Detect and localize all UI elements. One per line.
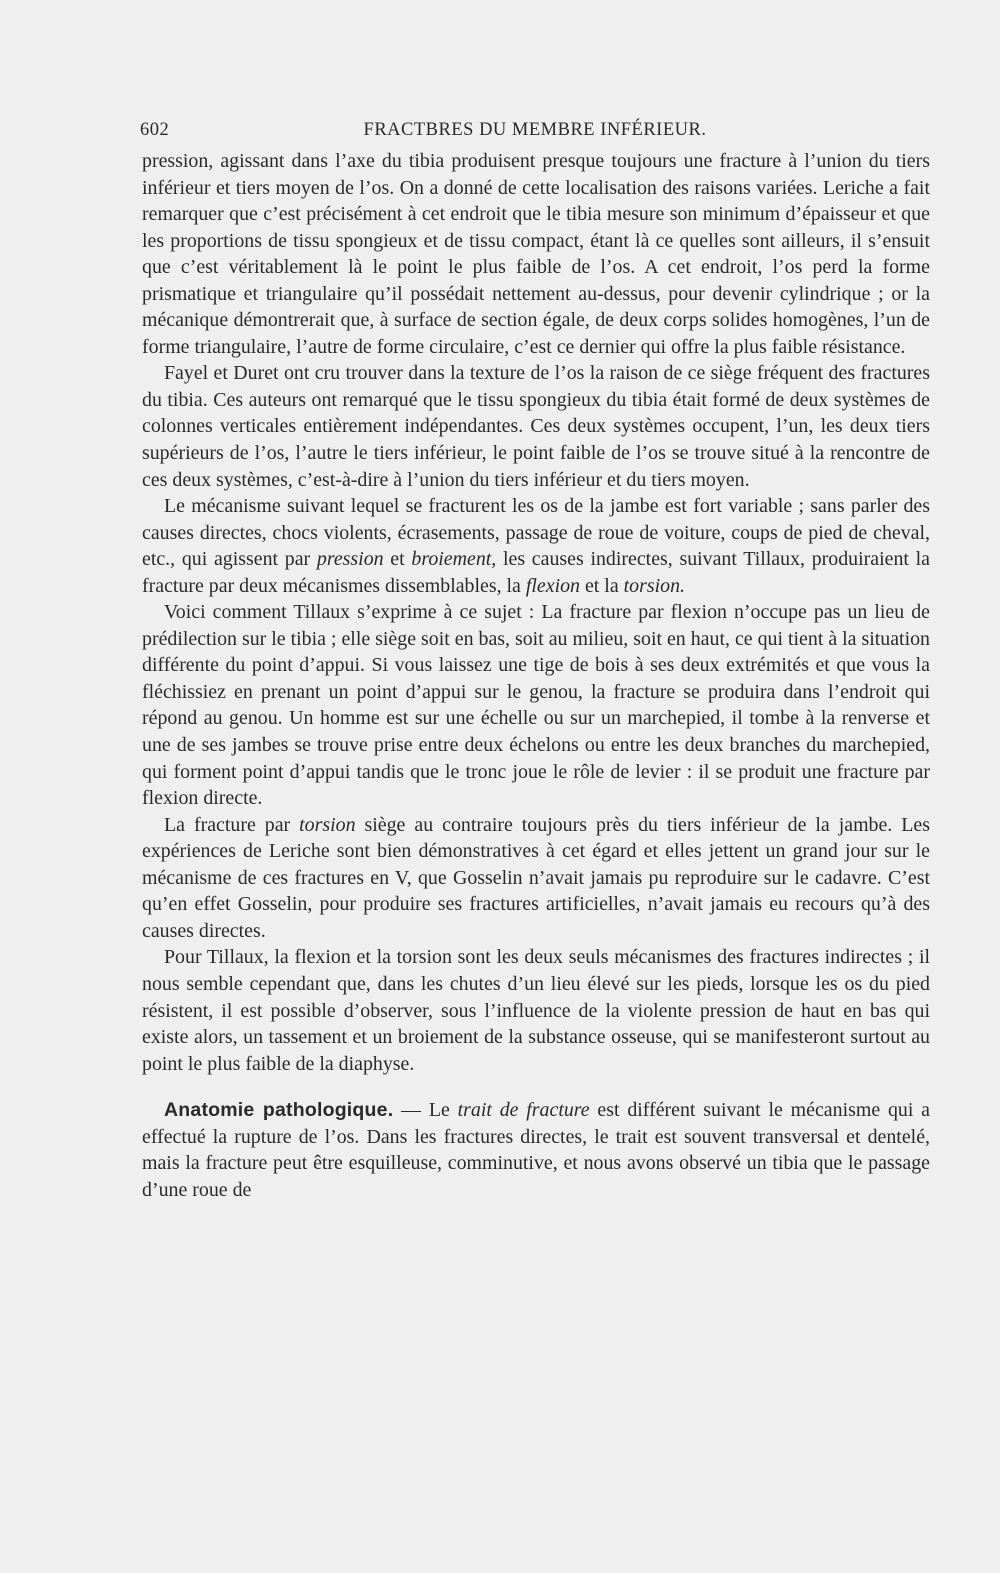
section-title: Anatomie pathologique. — [164, 1099, 394, 1122]
text-run: Le mécanisme suivant lequel se fracturent les os de la jambe est fort variable ; sans parler des causes directes, chocs violents, écrasements, passage de roue de voiture, coups de pied de cheval, etc., qui agissent par — [142, 495, 930, 571]
paragraph: Pour Tillaux, la flexion et la torsion sont les deux seuls mécanismes des fractures indirectes ; il nous semble cependant que, dans les chutes d’un lieu élevé sur les pieds, lorsque les os du pied résistent, il est possible d’observer, sous l’influence de la violente pression de haut en bas qui existe alors, un tassement et un broiement de la substance osseuse, qui se manifesteront surtout au point le plus faible de la diaphyse. — [142, 946, 930, 1075]
paragraph: Voici comment Tillaux s’exprime à ce sujet : La fracture par flexion n’occupe pas un lieu de prédilection sur le tibia ; elle siège soit en bas, soit au milieu, soit en haut, ce qui tient à la situation différente du point d’appui. Si vous laissez une tige de bois à ses deux extrémités et que vous la fléchissiez en prenant un point d’appui sur le genou, la fracture se produira dans l’endroit qui répond au genou. Un homme est sur une échelle ou sur un marchepied, il tombe à la renverse et une de ses jambes se trouve prise entre deux échelons ou entre les deux branches du marchepied, qui forment point d’appui tandis que le tronc joue le rôle de levier : il se produit une fracture par flexion directe. — [142, 601, 930, 810]
paragraph: pression, agissant dans l’axe du tibia produisent presque toujours une fracture à l’union du tiers inférieur et tiers moyen de l’os. On a donné de cette localisation des raisons variées. Leriche a fait remarquer que c’est précisément à cet endroit que le tibia mesure son minimum d’épaisseur et que les proportions de tissu spongieux et de tissu compact, étant là ce quelles sont ailleurs, il s’ensuit que c’est véritablement là le point le plus faible de l’os. A cet endroit, l’os perd la forme prismatique et triangulaire qu’il possédait nettement au-dessus, pour devenir cylindrique ; or la mécanique démontrerait que, à surface de section égale, de deux corps solides homogènes, l’un de forme triangulaire, l’autre de forme circulaire, c’est ce dernier qui offre la plus faible résistance. — [142, 150, 930, 358]
italic-term: pression — [316, 548, 384, 571]
text-run: La fracture par — [164, 813, 300, 836]
italic-term: torsion. — [623, 574, 685, 597]
paragraph — [142, 812, 930, 945]
text-run: — Le — [393, 1099, 458, 1122]
section-paragraph — [142, 1097, 930, 1203]
text-run: les causes indirectes, suivant Tillaux, produiraient la fracture par deux mécanismes dissemblables, la — [142, 548, 930, 597]
running-title: FRACTBRES DU MEMBRE INFÉRIEUR. — [363, 120, 707, 140]
text-run: est différent suivant le mécanisme qui a effectué la rupture de l’os. Dans les fractures directes, le trait est souvent transversal et dentelé, mais la fracture peut être esquilleuse, comminutive, et nous avons observé un tibia que le passage d’une roue de — [142, 1099, 931, 1201]
italic-term: torsion — [299, 813, 356, 836]
text-run: et — [383, 548, 412, 571]
italic-term: broiement, — [411, 548, 497, 571]
page-number: 602 — [140, 120, 170, 140]
page-header — [140, 120, 930, 146]
text-run: et la — [580, 574, 624, 597]
text-run: siège au contraire toujours près du tiers inférieur de la jambe. Les expériences de Leriche sont bien démonstratives à cet égard et elles jettent un grand jour sur le mécanisme de ces fractures en V, que Gosselin n’avait jamais pu reproduire sur le cadavre. C’est qu’en effet Gosselin, pour produire ses fractures artificielles, n’avait jamais eu recours qu’à des causes directes. — [142, 813, 930, 942]
italic-term: flexion — [525, 574, 580, 597]
italic-term: trait de fracture — [457, 1099, 590, 1122]
paragraph: Fayel et Duret ont cru trouver dans la texture de l’os la raison de ce siège fréquent des fractures du tibia. Ces auteurs ont remarqué que le tissu spongieux du tibia était formé de deux systèmes de colonnes verticales entièrement indépendantes. Ces deux systèmes occupent, l’un, les deux tiers supérieurs de l’os, l’autre le tiers inférieur, le point faible de l’os se trouve situé à la rencontre de ces deux systèmes, c’est-à-dire à l’union du tiers inférieur et du tiers moyen. — [142, 362, 930, 491]
paragraph — [142, 493, 930, 599]
body-text — [142, 148, 930, 1203]
